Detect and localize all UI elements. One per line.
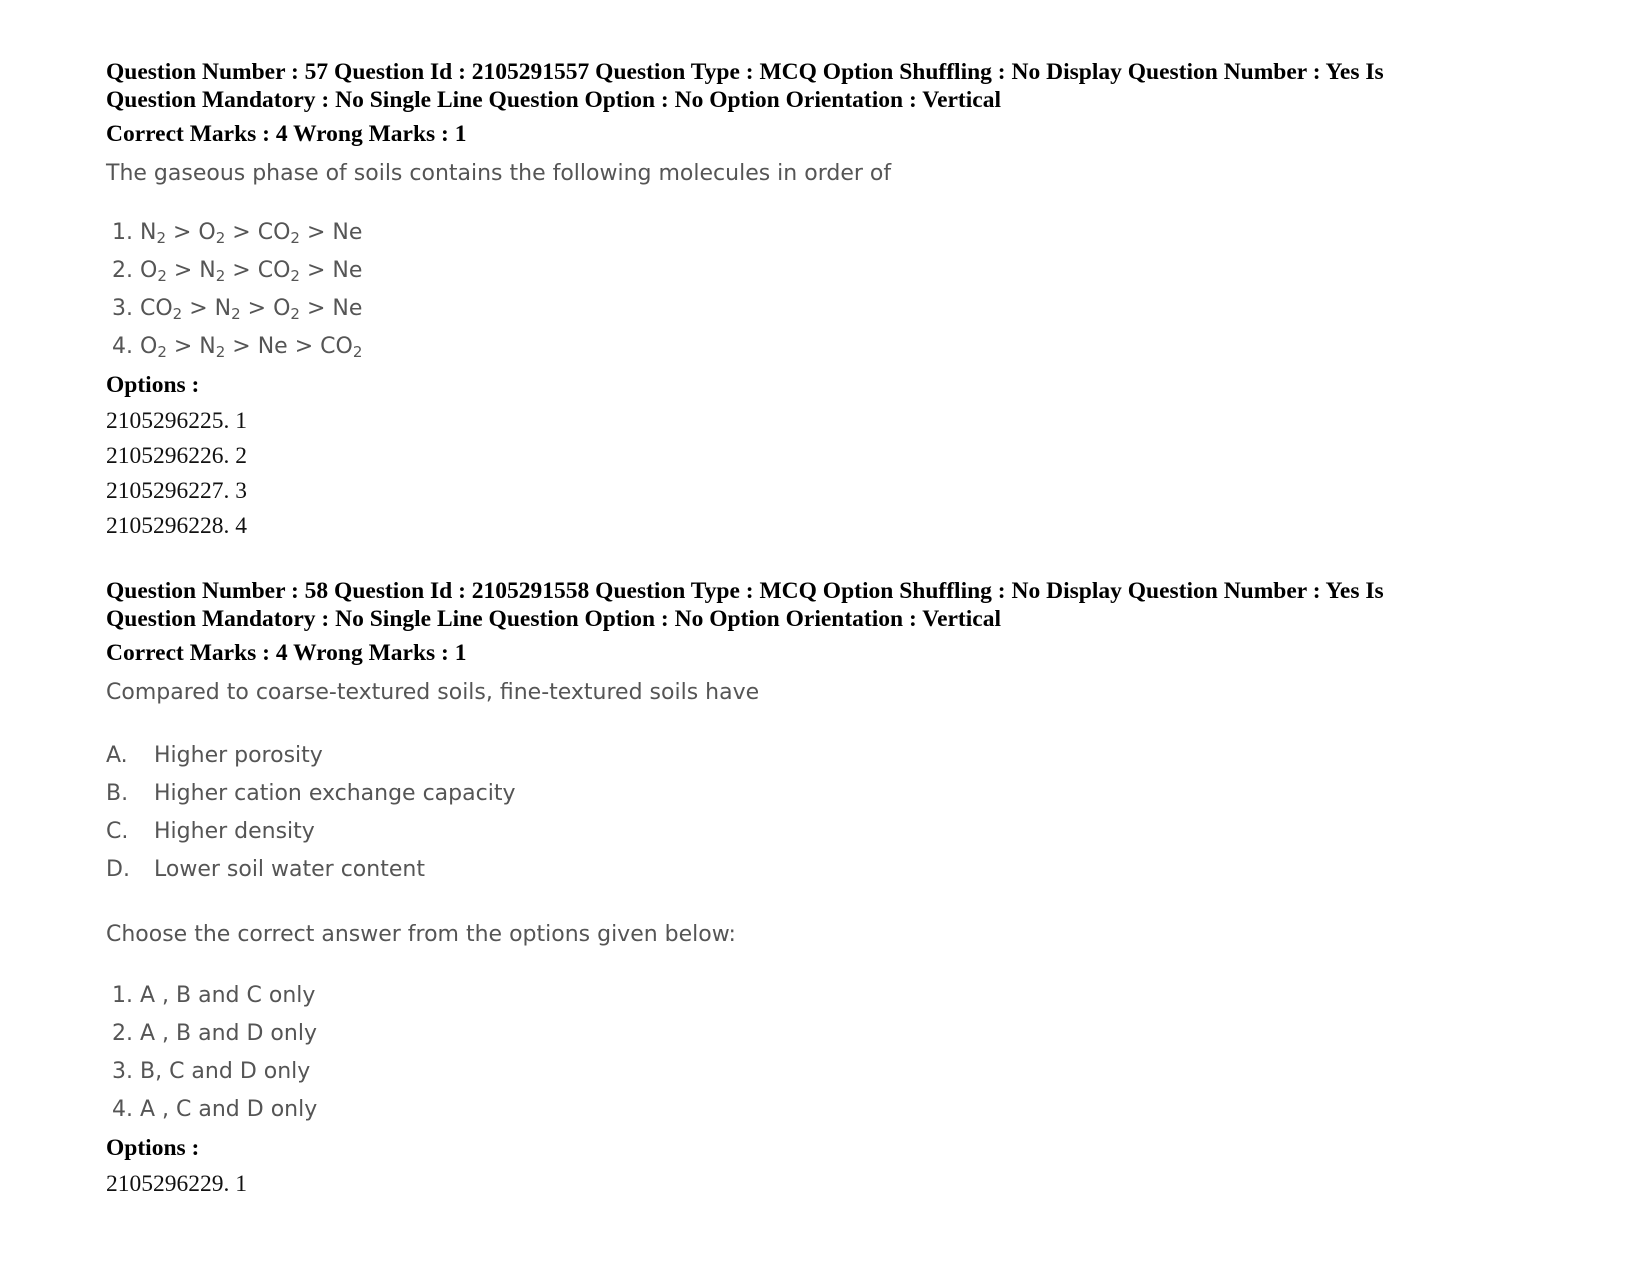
choice-text: B, C and D only <box>140 1059 311 1084</box>
answer-choice <box>112 1055 1586 1093</box>
question-stem: Compared to coarse-textured soils, fine-textured soils have <box>106 680 760 705</box>
statement-text: Higher porosity <box>154 743 323 768</box>
question-header-line-2: Question Mandatory : No Single Line Question Option : No Option Orientation : Vertical <box>106 606 1001 632</box>
answer-choice <box>112 1093 1586 1131</box>
option-ids-list <box>106 1167 1586 1202</box>
marks-info: Correct Marks : 4 Wrong Marks : 1 <box>106 121 467 147</box>
answer-choice <box>112 979 1586 1017</box>
question-paper-page <box>106 58 1586 1202</box>
option-id: 2105296227. 3 <box>106 478 247 504</box>
molecule-formula: Ne <box>332 220 363 245</box>
statement-letter: D. <box>106 857 130 882</box>
molecule-formula: $N_2$ <box>199 258 226 285</box>
answer-choice: 2. $O_2 > N_2 > CO_2 > Ne$ <box>112 258 363 285</box>
answer-choices-list <box>112 979 1586 1131</box>
instruction-text: Choose the correct answer from the options given below: <box>106 922 736 947</box>
molecule-formula: $CO_2$ <box>139 296 183 323</box>
question-58 <box>106 577 1586 1202</box>
molecule-formula: $N_2$ <box>199 334 226 361</box>
choice-text: A , B and D only <box>140 1021 317 1046</box>
question-header <box>106 577 1506 633</box>
answer-choices-list <box>112 216 1586 368</box>
statement-letter: C. <box>106 819 129 844</box>
choice-number: 3. <box>112 1059 133 1084</box>
statement-text: Higher density <box>154 819 315 844</box>
molecule-formula: $O_2$ <box>273 296 300 323</box>
molecule-formula: Ne <box>332 258 363 283</box>
options-label: Options : <box>106 1135 200 1161</box>
answer-choice: 4. $O_2 > N_2 > Ne > CO_2$ <box>112 334 363 361</box>
statement-letter: B. <box>106 781 129 806</box>
molecule-formula: $N_2$ <box>139 220 166 247</box>
statement-item <box>106 739 1586 777</box>
answer-choice: 3. $CO_2 > N_2 > O_2 > Ne$ <box>112 296 363 323</box>
options-label: Options : <box>106 372 200 398</box>
statement-item <box>106 815 1586 853</box>
choice-number: 2. <box>112 258 140 283</box>
choice-text: A , C and D only <box>140 1097 318 1122</box>
question-header-line-1: Question Number : 57 Question Id : 2105291557 Question Type : MCQ Option Shuffling : No Display Question Number : Yes Is <box>106 59 1384 85</box>
option-ids-list <box>106 404 1586 544</box>
choice-number: 2. <box>112 1021 133 1046</box>
question-header <box>106 58 1506 114</box>
statement-letter: A. <box>106 743 128 768</box>
molecule-formula: $O_2$ <box>198 220 226 247</box>
molecule-formula: Ne <box>257 334 288 359</box>
statement-item <box>106 777 1586 815</box>
statement-list <box>106 739 1586 891</box>
molecule-formula: $O_2$ <box>139 334 167 361</box>
choice-number: 4. <box>112 1097 133 1122</box>
question-57 <box>106 58 1586 544</box>
question-header-line-2: Question Mandatory : No Single Line Question Option : No Option Orientation : Vertical <box>106 87 1001 113</box>
statement-text: Lower soil water content <box>154 857 425 882</box>
molecule-formula: $N_2$ <box>214 296 241 323</box>
option-id: 2105296226. 2 <box>106 443 247 469</box>
choice-number: 1. <box>112 220 140 245</box>
option-id: 2105296229. 1 <box>106 1171 247 1197</box>
molecule-formula: $CO_2$ <box>320 334 363 361</box>
marks-info: Correct Marks : 4 Wrong Marks : 1 <box>106 640 467 666</box>
question-stem: The gaseous phase of soils contains the following molecules in order of <box>106 161 892 186</box>
statement-text: Higher cation exchange capacity <box>154 781 516 806</box>
molecule-formula: Ne <box>332 296 363 321</box>
molecule-formula: $CO_2$ <box>257 220 300 247</box>
option-id: 2105296225. 1 <box>106 408 247 434</box>
statement-item <box>106 853 1586 891</box>
question-header-line-1: Question Number : 58 Question Id : 2105291558 Question Type : MCQ Option Shuffling : No Display Question Number : Yes Is <box>106 578 1384 604</box>
answer-choice <box>112 1017 1586 1055</box>
molecule-formula: $CO_2$ <box>257 258 300 285</box>
choice-text: A , B and C only <box>140 983 316 1008</box>
choice-number: 3. <box>112 296 140 321</box>
choice-number: 1. <box>112 983 133 1008</box>
answer-choice: 1. $N_2 > O_2 > CO_2 > Ne$ <box>112 220 363 247</box>
choice-number: 4. <box>112 334 140 359</box>
molecule-formula: $O_2$ <box>139 258 167 285</box>
option-id: 2105296228. 4 <box>106 513 247 539</box>
